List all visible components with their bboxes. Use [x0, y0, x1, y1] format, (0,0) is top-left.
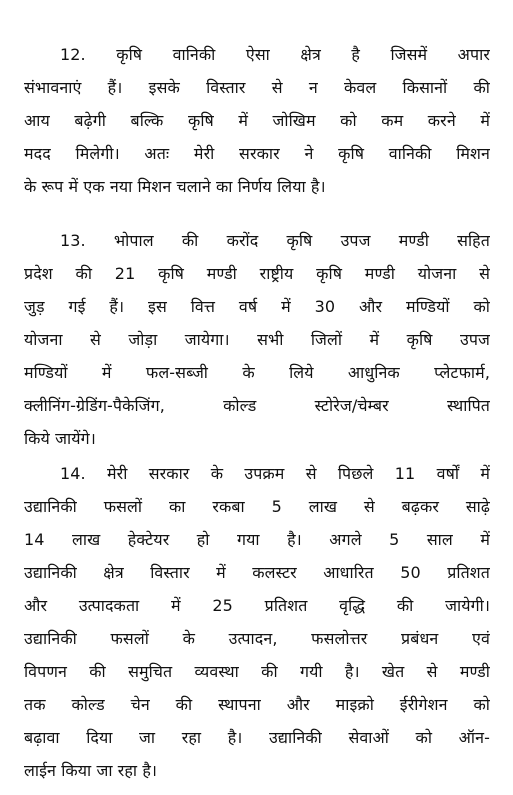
paragraph-line: संभावनाएं हैं। इसके विस्तार से न केवल किसानों की — [24, 78, 490, 97]
paragraph-line: के रूप में एक नया मिशन चलाने का निर्णय लिया है। — [24, 177, 326, 196]
paragraph-line: मदद मिलेगी। अतः मेरी सरकार ने कृषि वानिकी मिशन — [24, 144, 490, 163]
paragraph-14 — [24, 457, 490, 787]
paragraph-line: उद्यानिकी क्षेत्र विस्तार में कलस्टर आधारित 50 प्रतिशत — [24, 563, 490, 582]
paragraph-line: आय बढ़ेगी बल्कि कृषि में जोखिम को कम करने में — [24, 111, 490, 130]
paragraph-line: लाईन किया जा रहा है। — [24, 761, 158, 780]
paragraph-line: जुड़ गई हैं। इस वित्त वर्ष में 30 और मण्डियों को — [24, 297, 490, 316]
paragraph-line: 13. भोपाल की करोंद कृषि उपज मण्डी सहित — [60, 231, 490, 250]
paragraph-line: 14 लाख हेक्टेयर हो गया है। अगले 5 साल में — [24, 530, 490, 549]
paragraph-line: 12. कृषि वानिकी ऐसा क्षेत्र है जिसमें अपार — [60, 45, 490, 64]
paragraph-13 — [24, 224, 490, 455]
paragraph-line: 14. मेरी सरकार के उपक्रम से पिछले 11 वर्षों में — [60, 464, 490, 483]
paragraph-line: बढ़ावा दिया जा रहा है। उद्यानिकी सेवाओं को ऑन- — [24, 728, 490, 747]
paragraph-line: किये जायेंगे। — [24, 429, 96, 448]
paragraph-line: उद्यानिकी फसलों का रकबा 5 लाख से बढ़कर साढ़े — [24, 497, 490, 516]
paragraph-line: विपणन की समुचित व्यवस्था की गयी है। खेत से मण्डी — [24, 662, 490, 681]
paragraph-line: और उत्पादकता में 25 प्रतिशत वृद्धि की जायेगी। — [24, 596, 490, 615]
paragraph-line: उद्यानिकी फसलों के उत्पादन, फसलोत्तर प्रबंधन एवं — [24, 629, 490, 648]
paragraph-line: योजना से जोड़ा जायेगा। सभी जिलों में कृषि उपज — [24, 330, 490, 349]
paragraph-line: तक कोल्ड चेन की स्थापना और माइक्रो ईरीगेशन को — [24, 695, 490, 714]
paragraph-line: क्लीनिंग-ग्रेडिंग-पैकेजिंग, कोल्ड स्टोरेज/चेम्बर स्थापित — [24, 396, 490, 415]
paragraph-line: मण्डियों में फल-सब्जी के लिये आधुनिक प्लेटफार्म, — [24, 363, 490, 382]
paragraph-line: प्रदेश की 21 कृषि मण्डी राष्ट्रीय कृषि मण्डी योजना से — [24, 264, 490, 283]
paragraph-12 — [24, 38, 490, 203]
